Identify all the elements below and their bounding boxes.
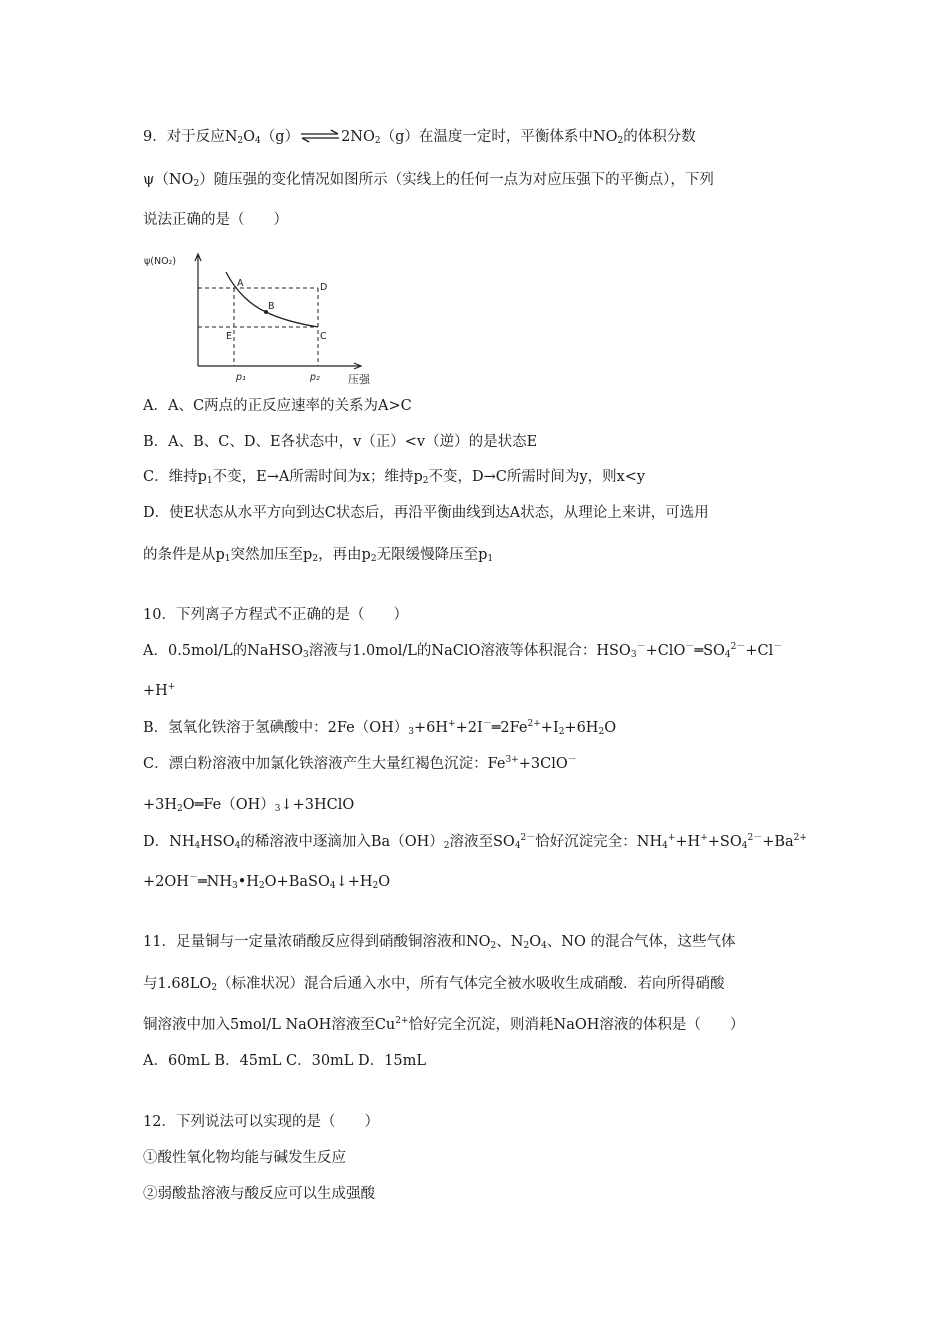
point-A-label: A bbox=[237, 278, 244, 289]
q9-line-3: 说法正确的是（ ） bbox=[143, 212, 288, 228]
equilibrium-graph bbox=[140, 250, 390, 390]
point-B-label: B bbox=[268, 301, 275, 312]
graph-ylabel: ψ(NO₂) bbox=[144, 256, 177, 267]
q11-options: A．60mL B．45mL C．30mL D．15mL bbox=[143, 1053, 426, 1069]
q9-option-A: A．A、C两点的正反应速率的关系为A>C bbox=[143, 398, 412, 414]
p1-tick-label: p₁ bbox=[236, 372, 246, 383]
equilibrium-arrow-icon bbox=[299, 129, 341, 143]
point-D-label: D bbox=[320, 282, 328, 293]
q10-option-D-line-2: $+2OH^-═NH_3•H_2O+BaSO_4↓+H_2O$ bbox=[143, 873, 391, 891]
q9-option-C: C．维持$p_1$不变，E→A所需时间为x；维持$p_2$不变，D→C所需时间为y，则x<y bbox=[143, 469, 646, 486]
q11-line-2: 与$1.68LO_2$（标准状况）混合后通入水中，所有气体完全被水吸收生成硝酸．若向所得硝酸 bbox=[143, 976, 725, 993]
q9-line-1: 9．对于反应$N_2O_4(g)$ $2NO_2(g)$在温度一定时，平衡体系中$NO_2$的体积分数 bbox=[143, 129, 696, 146]
q10-option-C-line-2: $+3H_2O═Fe(OH)_3↓+3HClO$ bbox=[143, 797, 355, 814]
p2-tick-label: p₂ bbox=[310, 372, 320, 383]
point-C-label: C bbox=[320, 331, 327, 342]
q9-option-B: B．A、B、C、D、E各状态中，v（正）<v（逆）的是状态E bbox=[143, 434, 538, 450]
q10-option-D-line-1: D．$NH_4HSO_4$的稀溶液中逐滴加入$Ba(OH)_2$溶液至$SO_4^{2-}$恰好沉淀完全：$NH_4^++H^++SO_4^{2-}+Ba^{2+}$ bbox=[143, 833, 807, 851]
q12-item-2: ②弱酸盐溶液与酸反应可以生成强酸 bbox=[143, 1186, 375, 1202]
q10-option-B: B．氢氧化铁溶于氢碘酸中：$2Fe(OH)_3+6H^++2I^-═2Fe^{2+}+I_2+6H_2O$ bbox=[143, 719, 617, 737]
q10-stem: 10．下列离子方程式不正确的是（ ） bbox=[143, 607, 408, 623]
q10-option-A-line-2: +H+ bbox=[143, 682, 176, 699]
q10-option-A-line-1: A．0.5mol/L的NaHSO$_3$溶液与1.0mol/L的NaClO溶液等体积混合：$HSO_3^-+ClO^-═SO_4^{2-}+Cl^-$ bbox=[143, 642, 783, 660]
q11-line-3: 铜溶液中加入5mol/L NaOH溶液至$Cu^{2+}$恰好完全沉淀，则消耗NaOH溶液的体积是（ ） bbox=[143, 1016, 745, 1033]
graph-xlabel: 压强 bbox=[348, 373, 370, 386]
q9-option-D-line-1: D．使E状态从水平方向到达C状态后，再沿平衡曲线到达A状态，从理论上来讲，可选用 bbox=[143, 505, 709, 521]
q9-option-D-line-2: 的条件是从$p_1$突然加压至$p_2$，再由$p_2$无限缓慢降压至$p_1$ bbox=[143, 547, 494, 564]
point-E-label: E bbox=[226, 331, 233, 342]
q11-line-1: 11．足量铜与一定量浓硝酸反应得到硝酸铜溶液和$NO_2$、$N_2O_4$、NO 的混合气体，这些气体 bbox=[143, 934, 736, 951]
q12-stem: 12．下列说法可以实现的是（ ） bbox=[143, 1114, 379, 1130]
q9-line-2: $\psi(NO_2)$随压强的变化情况如图所示（实线上的任何一点为对应压强下的平衡点），下列 bbox=[143, 172, 714, 189]
q10-option-C-line-1: C．漂白粉溶液中加氯化铁溶液产生大量红褐色沉淀：$Fe^{3+}+3ClO^-$ bbox=[143, 755, 577, 772]
q12-item-1: ①酸性氧化物均能与碱发生反应 bbox=[143, 1150, 346, 1166]
